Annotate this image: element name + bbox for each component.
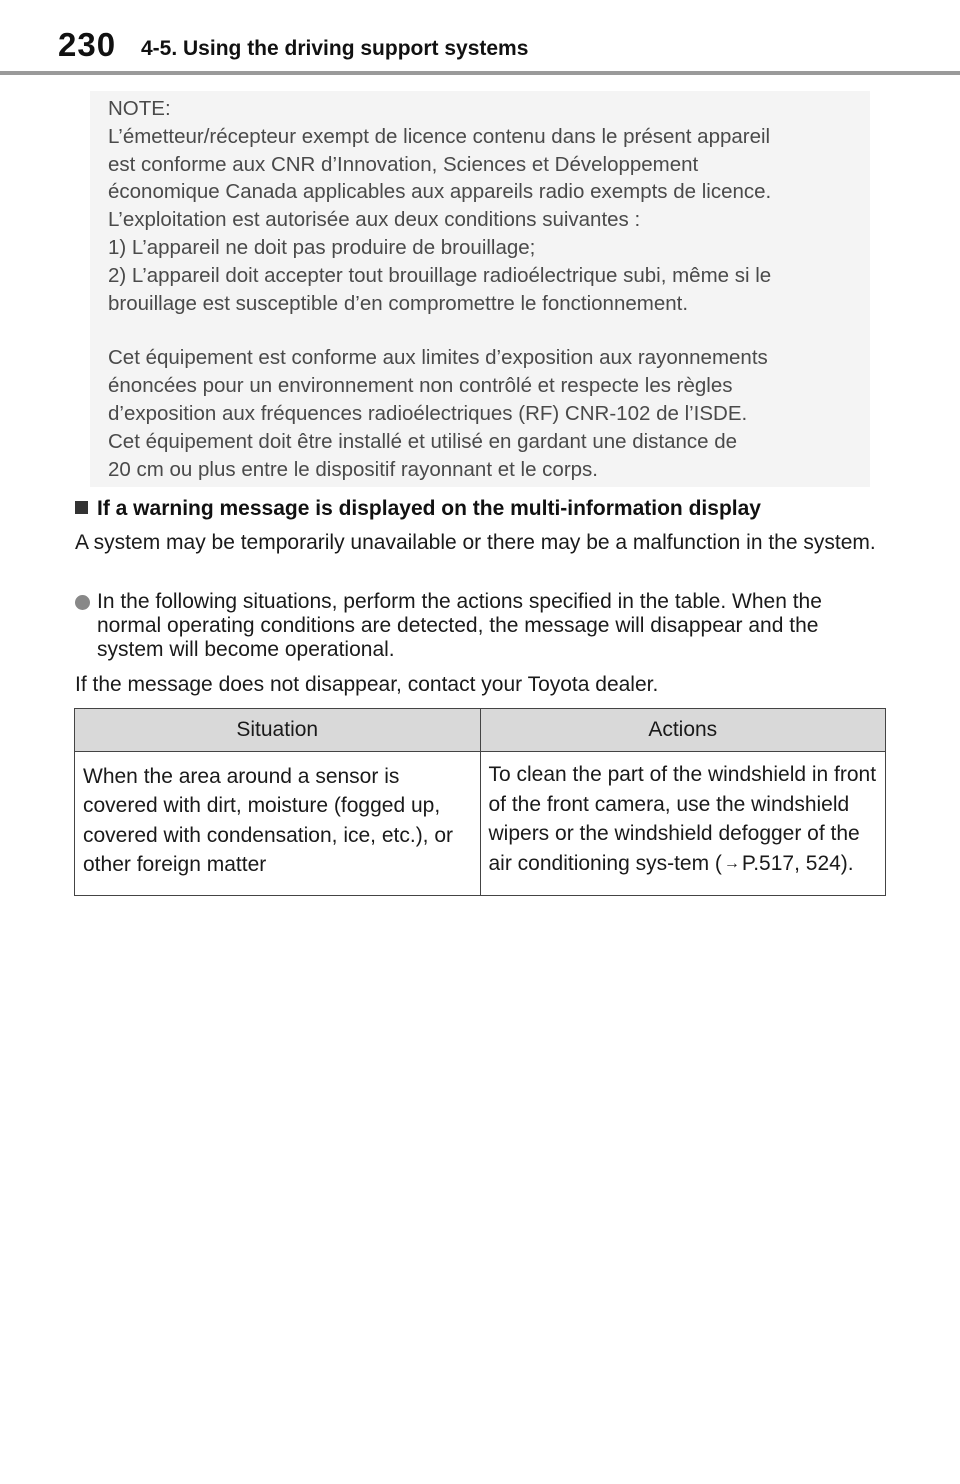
arrow-right-icon: → [723, 854, 740, 872]
note-line: 2) L’appareil doit accepter tout brouillage radioélectrique subi, même si le [108, 263, 772, 287]
header-divider [0, 71, 960, 75]
square-bullet-icon [75, 501, 88, 514]
section-title: 4-5. Using the driving support systems [141, 37, 529, 60]
column-header-situation: Situation [75, 709, 481, 752]
note-line: brouillage est susceptible d’en compromettre le fonctionnement. [108, 291, 689, 315]
page-reference-link[interactable]: P.517, 524). [741, 851, 854, 875]
section-heading [75, 497, 761, 521]
column-header-actions: Actions [480, 709, 886, 752]
heading-text: If a warning message is displayed on the multi-information display [97, 497, 761, 520]
table-header-row [75, 709, 886, 752]
note-line-gap [108, 317, 868, 344]
page-number: 230 [58, 26, 117, 63]
warning-actions-table [74, 708, 886, 896]
note-lines [108, 95, 868, 483]
note-line: L’émetteur/récepteur exempt de licence contenu dans le présent appareil [108, 124, 771, 148]
bullet-text: In the following situations, perform the actions specified in the table. When the normal operating conditions are detected, the message will disappear and the system will become operational. [97, 590, 822, 661]
note-line: NOTE: [108, 97, 171, 120]
note-line: 20 cm ou plus entre le dispositif rayonnant et le corps. [108, 457, 598, 481]
note-line: énoncées pour un environnement non contrôlé et respecte les règles [108, 374, 733, 398]
bullet-item [75, 590, 890, 662]
note-line: Cet équipement est conforme aux limites d’exposition aux rayonnements [108, 346, 768, 370]
note-line: L’exploitation est autorisée aux deux conditions suivantes : [108, 208, 641, 232]
note-line: est conforme aux CNR d’Innovation, Sciences et Développement [108, 152, 699, 176]
page-header [0, 0, 960, 80]
note-line: économique Canada applicables aux appareils radio exempts de licence. [108, 180, 772, 204]
table-row [75, 752, 886, 896]
note-line: 1) L’appareil ne doit pas produire de brouillage; [108, 235, 536, 259]
circle-bullet-icon [75, 595, 90, 610]
contact-paragraph: If the message does not disappear, contact your Toyota dealer. [75, 673, 659, 696]
action-cell [480, 752, 886, 896]
note-line: d’exposition aux fréquences radioélectriques (RF) CNR-102 de l’ISDE. [108, 401, 748, 425]
note-line: Cet équipement doit être installé et utilisé en gardant une distance de [108, 429, 738, 453]
intro-paragraph: A system may be temporarily unavailable or there may be a malfunction in the system. [75, 531, 876, 554]
action-text: To clean the part of the windshield in front of the front camera, use the windshield wipers or the windshield defogger of the air conditioning sys-tem ( [488, 763, 877, 875]
situation-cell: When the area around a sensor is covered with dirt, moisture (fogged up, covered with condensation, ice, etc.), or other foreign matter [75, 752, 481, 896]
regulatory-note-image [90, 91, 870, 487]
